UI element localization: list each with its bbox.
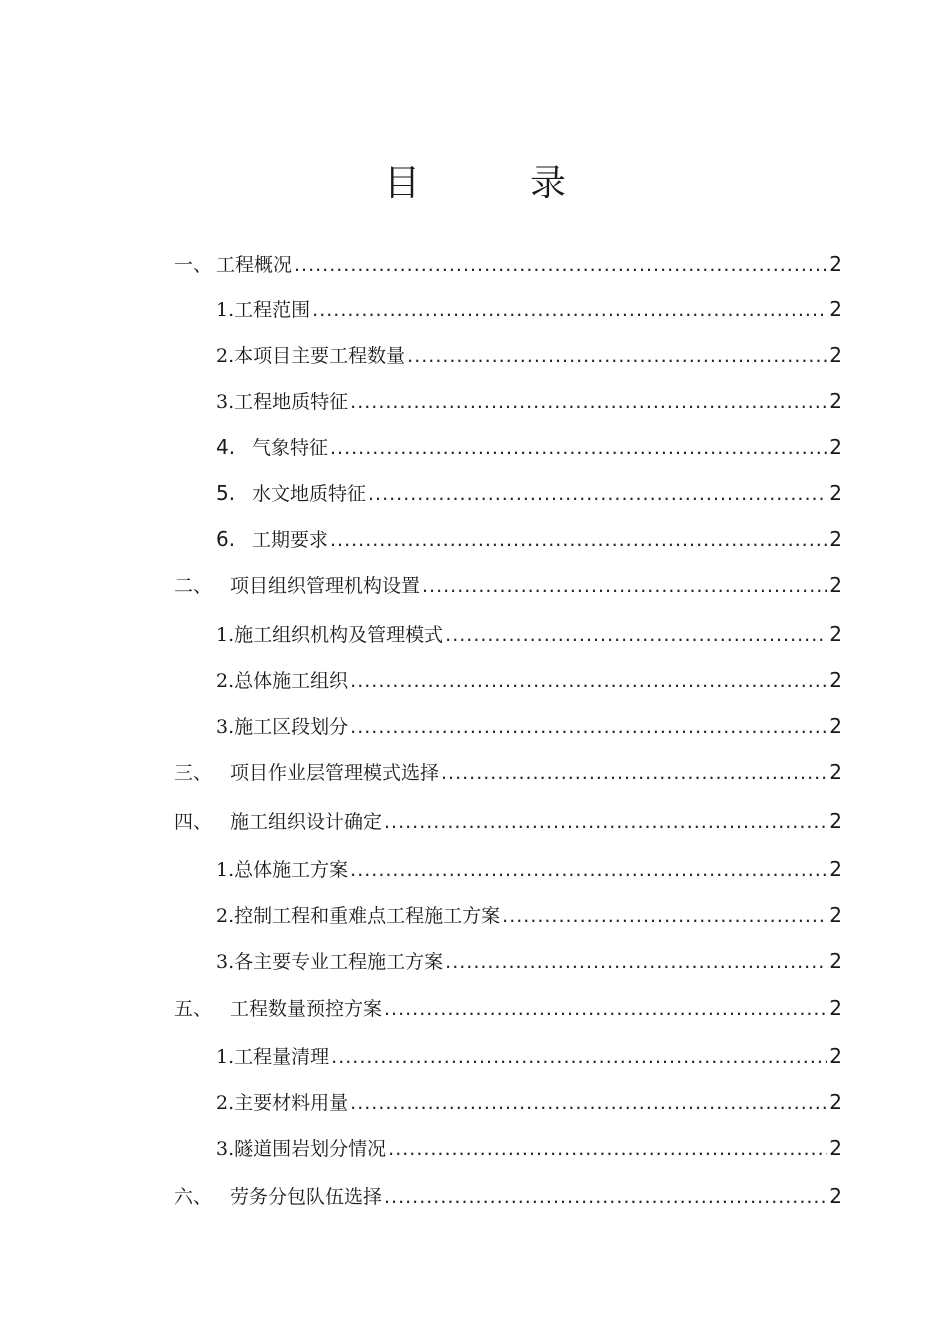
toc-entry-number: 一、 [174, 254, 213, 276]
toc-entry[interactable] [174, 248, 842, 280]
toc-entry[interactable] [216, 1040, 842, 1072]
toc-entry-number: 3. [216, 391, 235, 413]
toc-entry-label: 施工区段划分 [234, 716, 349, 738]
toc-entry[interactable] [216, 477, 842, 509]
toc-entry-page: 2 [829, 857, 842, 881]
toc-leader-dots [407, 340, 827, 372]
toc-entry[interactable] [216, 618, 842, 650]
toc-leader-dots [445, 946, 827, 978]
toc-entry[interactable] [174, 805, 842, 837]
toc-entry-page: 2 [829, 573, 842, 597]
title-char-1: 目 [383, 163, 420, 204]
toc-leader-dots [294, 249, 827, 281]
toc-entry-page: 2 [829, 527, 842, 551]
toc-entry[interactable] [216, 945, 842, 977]
toc-entry-label: 工程数量预控方案 [230, 998, 383, 1020]
toc-entry-page: 2 [829, 343, 842, 367]
toc-entry-label: 工期要求 [252, 529, 329, 551]
toc-entry-number: 2. [216, 670, 235, 692]
toc-entry-number: 6. [216, 527, 236, 551]
toc-leader-dots [331, 1041, 827, 1073]
toc-entry-page: 2 [829, 903, 842, 927]
toc-entry-page: 2 [829, 668, 842, 692]
toc-entry-number: 2. [216, 345, 235, 367]
toc-entry-page: 2 [829, 809, 842, 833]
toc-leader-dots [350, 1087, 827, 1119]
toc-entry-label: 项目组织管理机构设置 [230, 575, 421, 597]
toc-entry-label: 工程概况 [216, 254, 293, 276]
toc-entry[interactable] [216, 1132, 842, 1164]
toc-entry-page: 2 [829, 252, 842, 276]
toc-leader-dots [388, 1133, 827, 1165]
toc-entry-number: 5. [216, 481, 236, 505]
toc-entry-page: 2 [829, 760, 842, 784]
toc-leader-dots [368, 478, 827, 510]
toc-entry-page: 2 [829, 1090, 842, 1114]
toc-leader-dots [350, 665, 827, 697]
toc-entry-label: 工程量清理 [234, 1046, 330, 1068]
toc-entry-number: 1. [216, 1046, 235, 1068]
toc-leader-dots [384, 1181, 827, 1213]
toc-leader-dots [312, 294, 827, 326]
toc-leader-dots [350, 854, 827, 886]
toc-entry-label: 各主要专业工程施工方案 [234, 951, 444, 973]
toc-entry-page: 2 [829, 1044, 842, 1068]
toc-leader-dots [502, 900, 827, 932]
toc-leader-dots [384, 993, 827, 1025]
toc-entry-label: 施工组织机构及管理模式 [234, 624, 444, 646]
toc-entry-label: 工程范围 [234, 299, 311, 321]
toc-entry-number: 3. [216, 951, 235, 973]
toc-entry-number: 五、 [174, 998, 213, 1020]
toc-entry[interactable] [216, 339, 842, 371]
toc-entry-label: 施工组织设计确定 [230, 811, 383, 833]
toc-entry[interactable] [216, 710, 842, 742]
toc-entry[interactable] [174, 756, 842, 788]
toc-entry[interactable] [174, 1180, 842, 1212]
toc-leader-dots [445, 619, 827, 651]
toc-entry-page: 2 [829, 389, 842, 413]
toc-entry-number: 1. [216, 859, 235, 881]
toc-entry-page: 2 [829, 481, 842, 505]
toc-entry-number: 六、 [174, 1186, 213, 1208]
toc-leader-dots [384, 806, 827, 838]
toc-entry-number: 1. [216, 624, 235, 646]
toc-entry-number: 1. [216, 299, 235, 321]
toc-entry-page: 2 [829, 714, 842, 738]
toc-entry-number: 2. [216, 905, 235, 927]
toc-entry-number: 3. [216, 716, 235, 738]
toc-entry[interactable] [216, 385, 842, 417]
toc-entry[interactable] [216, 853, 842, 885]
toc-leader-dots [330, 432, 827, 464]
toc-entry-label: 主要材料用量 [234, 1092, 349, 1114]
toc-entry-page: 2 [829, 996, 842, 1020]
toc-entry-number: 二、 [174, 575, 213, 597]
toc-entry[interactable] [174, 569, 842, 601]
toc-entry-number: 三、 [174, 762, 213, 784]
toc-entry-page: 2 [829, 1184, 842, 1208]
toc-entry[interactable] [216, 1086, 842, 1118]
toc-entry-label: 控制工程和重难点工程施工方案 [234, 905, 501, 927]
toc-entry-label: 本项目主要工程数量 [234, 345, 406, 367]
toc-entry[interactable] [216, 899, 842, 931]
toc-entry[interactable] [216, 664, 842, 696]
toc-entry-label: 项目作业层管理模式选择 [230, 762, 440, 784]
toc-entry-number: 四、 [174, 811, 213, 833]
toc-entry[interactable] [216, 431, 842, 463]
toc-entry-label: 工程地质特征 [234, 391, 349, 413]
toc-entry-page: 2 [829, 435, 842, 459]
toc-entry[interactable] [174, 992, 842, 1024]
toc-entry-label: 总体施工方案 [234, 859, 349, 881]
title-char-2: 录 [530, 163, 567, 204]
toc-entry-label: 劳务分包队伍选择 [230, 1186, 383, 1208]
toc-entry-page: 2 [829, 1136, 842, 1160]
toc-entry-label: 水文地质特征 [252, 483, 367, 505]
toc-entry-label: 总体施工组织 [234, 670, 349, 692]
toc-entry-page: 2 [829, 949, 842, 973]
toc-entry-label: 气象特征 [252, 437, 329, 459]
toc-entry-number: 3. [216, 1138, 235, 1160]
toc-leader-dots [422, 570, 827, 602]
toc-leader-dots [441, 757, 827, 789]
toc-entry-number: 4. [216, 435, 236, 459]
toc-entry[interactable] [216, 523, 842, 555]
toc-entry-page: 2 [829, 297, 842, 321]
page-title [0, 162, 950, 206]
toc-entry[interactable] [216, 293, 842, 325]
toc-leader-dots [330, 524, 827, 556]
toc-entry-number: 2. [216, 1092, 235, 1114]
toc-leader-dots [350, 386, 827, 418]
toc-entry-page: 2 [829, 622, 842, 646]
toc-entry-label: 隧道围岩划分情况 [234, 1138, 387, 1160]
toc-leader-dots [350, 711, 827, 743]
